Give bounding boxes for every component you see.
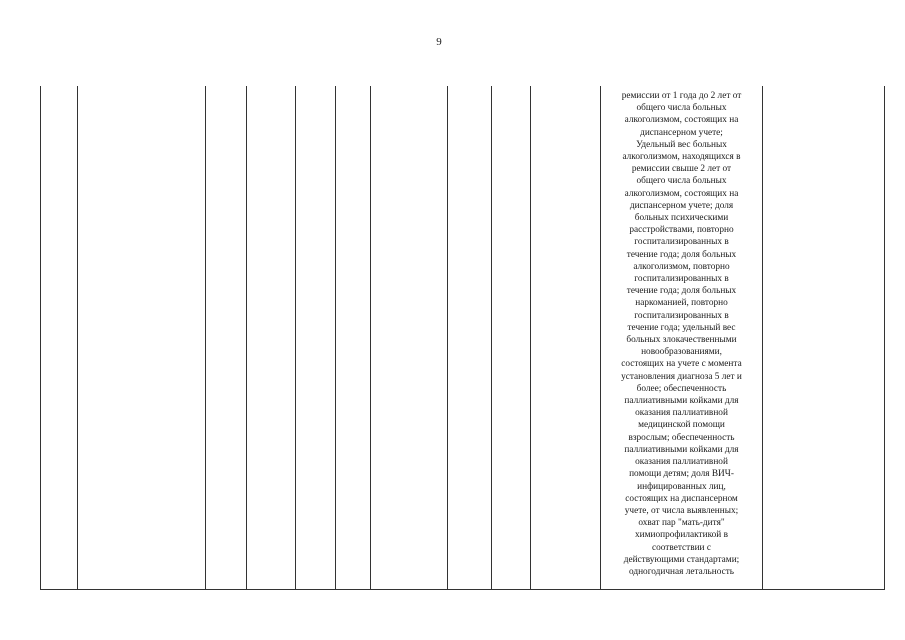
cell-text-line: Удельный вес больных [636, 139, 727, 150]
cell-text-line: состоящих на диспансерном [625, 493, 738, 504]
cell-text-line: течение года; доля больных [626, 249, 737, 260]
page-number: 9 [436, 36, 442, 48]
table-bottom-border [40, 589, 885, 590]
cell-text-line: госпитализированных в [634, 237, 729, 248]
cell-text-line: охват пар "мать-дитя" [638, 518, 725, 529]
cell-text-line: учете, от числа выявленных; [624, 505, 739, 516]
cell-text-line: госпитализированных в [634, 310, 729, 321]
indicator-cell-text [605, 90, 758, 578]
cell-text-line: общего числа больных [636, 103, 727, 114]
cell-text-line: новообразованиями, [641, 347, 722, 358]
column-divider [884, 86, 885, 590]
cell-text-line: оказания паллиативной [635, 408, 728, 419]
cell-text-line: течение года; доля больных [626, 286, 737, 297]
cell-text-line: наркоманией, повторно [635, 298, 728, 309]
column-divider [762, 86, 763, 590]
cell-text-line: помощи детям; доля ВИЧ- [629, 469, 734, 480]
table-frame [40, 86, 885, 590]
cell-text-line: ремиссии свыше 2 лет от [631, 164, 732, 175]
cell-text-line: медицинской помощи [638, 420, 725, 431]
cell-text-line: алкоголизмом, состоящих на [624, 115, 739, 126]
cell-text-line: одногодичная летальность [628, 566, 735, 577]
cell-text-line: более; обеспеченность [636, 383, 727, 394]
column-divider [40, 86, 41, 590]
cell-text-line: алкоголизмом, состоящих на [624, 188, 739, 199]
cell-text-line: диспансерном учете; доля [629, 200, 734, 211]
cell-text-line: расстройствами, повторно [629, 225, 734, 236]
cell-text-line: паллиативными койками для [624, 444, 739, 455]
column-divider [77, 86, 78, 590]
cell-text-line: паллиативными койками для [624, 396, 739, 407]
cell-text-line: соответствии с [652, 542, 711, 553]
cell-text-line: течение года; удельный вес [627, 322, 736, 333]
cell-text-line: действующими стандартами; [623, 554, 740, 565]
cell-text-line: установления диагноза 5 лет и [621, 371, 742, 382]
cell-text-line: алкоголизмом, повторно [633, 261, 730, 272]
cell-text-line: госпитализированных в [634, 274, 729, 285]
cell-text-line: взрослым; обеспеченность [628, 432, 735, 443]
column-divider [530, 86, 531, 590]
cell-text-line: больных психическими [634, 213, 729, 224]
cell-text-line: алкоголизмом, находящихся в [622, 152, 741, 163]
column-divider [447, 86, 448, 590]
column-divider [295, 86, 296, 590]
cell-text-line: оказания паллиативной [635, 457, 728, 468]
column-divider [600, 86, 601, 590]
cell-text-line: инфицированных лиц, [637, 481, 726, 492]
column-divider [246, 86, 247, 590]
cell-text-line: общего числа больных [636, 176, 727, 187]
cell-text-line: ремиссии от 1 года до 2 лет от [621, 91, 742, 101]
cell-text-line: химиопрофилактикой в [635, 530, 728, 541]
cell-text-line: диспансерном учете; [640, 127, 723, 138]
cell-text-line: состоящих на учете с момента [621, 359, 742, 370]
column-divider [335, 86, 336, 590]
cell-text-line: больных злокачественными [626, 335, 737, 346]
column-divider [370, 86, 371, 590]
column-divider [205, 86, 206, 590]
column-divider [491, 86, 492, 590]
